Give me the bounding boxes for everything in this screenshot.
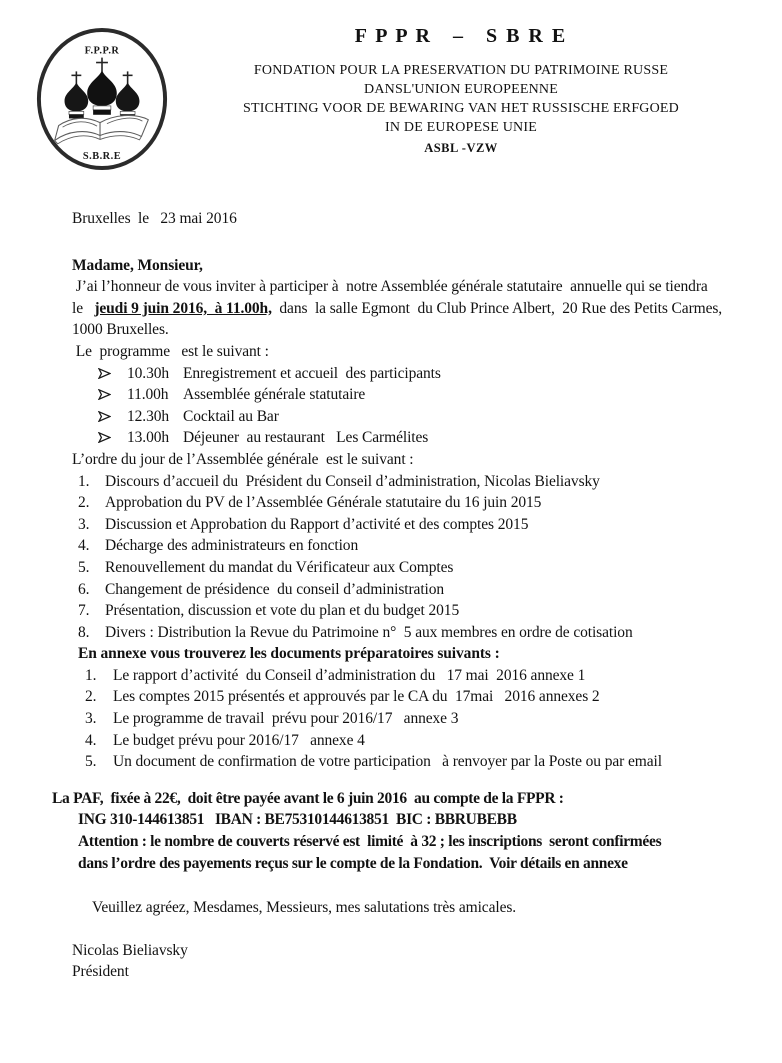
agenda-item [72,492,732,514]
program-label: Enregistrement et accueil des participants [183,364,441,382]
program-label: Cocktail au Bar [183,407,279,425]
agenda-number: 3. [78,515,90,533]
agenda-number: 4. [78,537,90,555]
agenda-text: Discours d’accueil du Président du Conseil d’administration, Nicolas Bieliavsky [105,472,600,490]
letterhead [0,0,782,180]
agenda-text: Renouvellement du mandat du Vérificateur aux Comptes [105,558,454,576]
signature-name: Nicolas Bieliavsky [72,941,188,959]
program-item [72,384,732,406]
annex-text: Un document de confirmation de votre participation à renvoyer par la Poste ou par email [113,753,662,771]
agenda-text: Approbation du PV de l’Assemblée Générale statutaire du 16 juin 2015 [105,494,542,512]
agenda-number: 2. [78,494,90,512]
annex-intro: En annexe vous trouverez les documents préparatoires suivants : [78,645,500,663]
annex-number: 4. [85,731,97,749]
program-item [72,427,732,449]
annex-item [72,730,732,752]
intro-text-after: dans la salle Egmont du Club Prince Albert, 20 Rue des Petits Carmes, 1000 Bruxelles. [72,299,730,339]
salutation: Madame, Monsieur, [72,256,203,274]
agenda-item [72,600,732,622]
annex-number: 1. [85,666,97,684]
org-name-nl-line2: IN DE EUROPESE UNIE [385,120,537,135]
intro-text-before: J’ai l’honneur de vous inviter à participer à notre Assemblée générale statutaire annuelle qui se tiendra le [72,278,723,317]
annex-item [72,665,732,687]
org-logo [33,24,171,174]
arrow-bullet-icon [98,363,111,379]
program-time: 12.30h [127,407,170,425]
agenda-item [72,579,732,601]
annex-list [72,665,732,773]
bank-account-line: ING 310-144613851 IBAN : BE75310144613851 BIC : BBRUBEBB [78,811,517,829]
org-name-fr-line1: FONDATION POUR LA PRESERVATION DU PATRIMOINE RUSSE [253,63,669,78]
arrow-bullet-icon [98,406,111,422]
program-item [72,406,732,428]
letterhead-text [170,0,752,156]
agenda-number: 1. [78,472,90,490]
agenda-item [72,514,732,536]
agenda-text: Discussion et Approbation du Rapport d’activité et des comptes 2015 [105,515,529,533]
arrow-bullet-icon [98,427,111,443]
intro-paragraph [72,276,732,341]
annex-text: Le programme de travail prévu pour 2016/17 annexe 3 [113,710,459,728]
annex-item [72,686,732,708]
payment-info [52,788,752,874]
letter-body [0,208,782,983]
program-intro: Le programme est le suivant : [72,342,269,360]
agenda-number: 8. [78,623,90,641]
annex-text: Le budget prévu pour 2016/17 annexe 4 [113,731,365,749]
program-label: Déjeuner au restaurant Les Carmélites [183,429,429,447]
annex-text: Le rapport d’activité du Conseil d’administration du 17 mai 2016 annexe 1 [113,666,586,684]
program-list [72,363,732,449]
agenda-text: Divers : Distribution la Revue du Patrimoine n° 5 aux membres en ordre de cotisation [105,623,633,641]
agenda-item [72,471,732,493]
agenda-item [72,622,732,644]
annex-number: 5. [85,753,97,771]
signature-title: Président [72,963,129,981]
payment-warning-line1: Attention : le nombre de couverts réservé est limité à 32 ; les inscriptions seront confirmées [78,833,662,851]
payment-amount-line: La PAF, fixée à 22€, doit être payée avant le 6 juin 2016 au compte de la FPPR : [52,789,564,807]
agenda-text: Changement de présidence du conseil d’administration [105,580,445,598]
annex-text: Les comptes 2015 présentés et approuvés par le CA du 17mai 2016 annexes 2 [113,688,600,706]
agenda-list [72,471,732,644]
logo-bottom-text: S.B.R.E [82,151,122,163]
program-time: 13.00h [127,429,170,447]
agenda-text: Présentation, discussion et vote du plan et du budget 2015 [105,602,460,620]
logo-top-text: F.P.P.R [84,45,120,57]
agenda-number: 7. [78,602,90,620]
legal-form: ASBL -VZW [424,141,498,155]
agenda-number: 6. [78,580,90,598]
agenda-text: Décharge des administrateurs en fonction [105,537,359,555]
dateline: Bruxelles le 23 mai 2016 [72,210,237,227]
agenda-item [72,557,732,579]
meeting-datetime: jeudi 9 juin 2016, à 11.00h, [94,299,272,317]
annex-number: 2. [85,688,97,706]
agenda-number: 5. [78,558,90,576]
annex-number: 3. [85,710,97,728]
org-acronym-title: F P P R – S B R E [354,25,568,47]
annex-item [72,708,732,730]
arrow-bullet-icon [98,384,111,400]
program-label: Assemblée générale statutaire [183,386,366,404]
agenda-intro: L’ordre du jour de l’Assemblée générale est le suivant : [72,450,414,468]
closing-formula: Veuillez agréez, Mesdames, Messieurs, mes salutations très amicales. [92,899,517,917]
program-item [72,363,732,385]
program-time: 11.00h [127,386,169,404]
annex-item [72,751,732,773]
org-name-fr-line2: DANSL'UNION EUROPEENNE [364,82,558,97]
program-time: 10.30h [127,364,170,382]
org-name-nl-line1: STICHTING VOOR DE BEWARING VAN HET RUSSISCHE ERFGOED [242,101,679,116]
payment-warning-line2: dans l’ordre des payements reçus sur le compte de la Fondation. Voir détails en annexe [78,854,628,872]
agenda-item [72,535,732,557]
